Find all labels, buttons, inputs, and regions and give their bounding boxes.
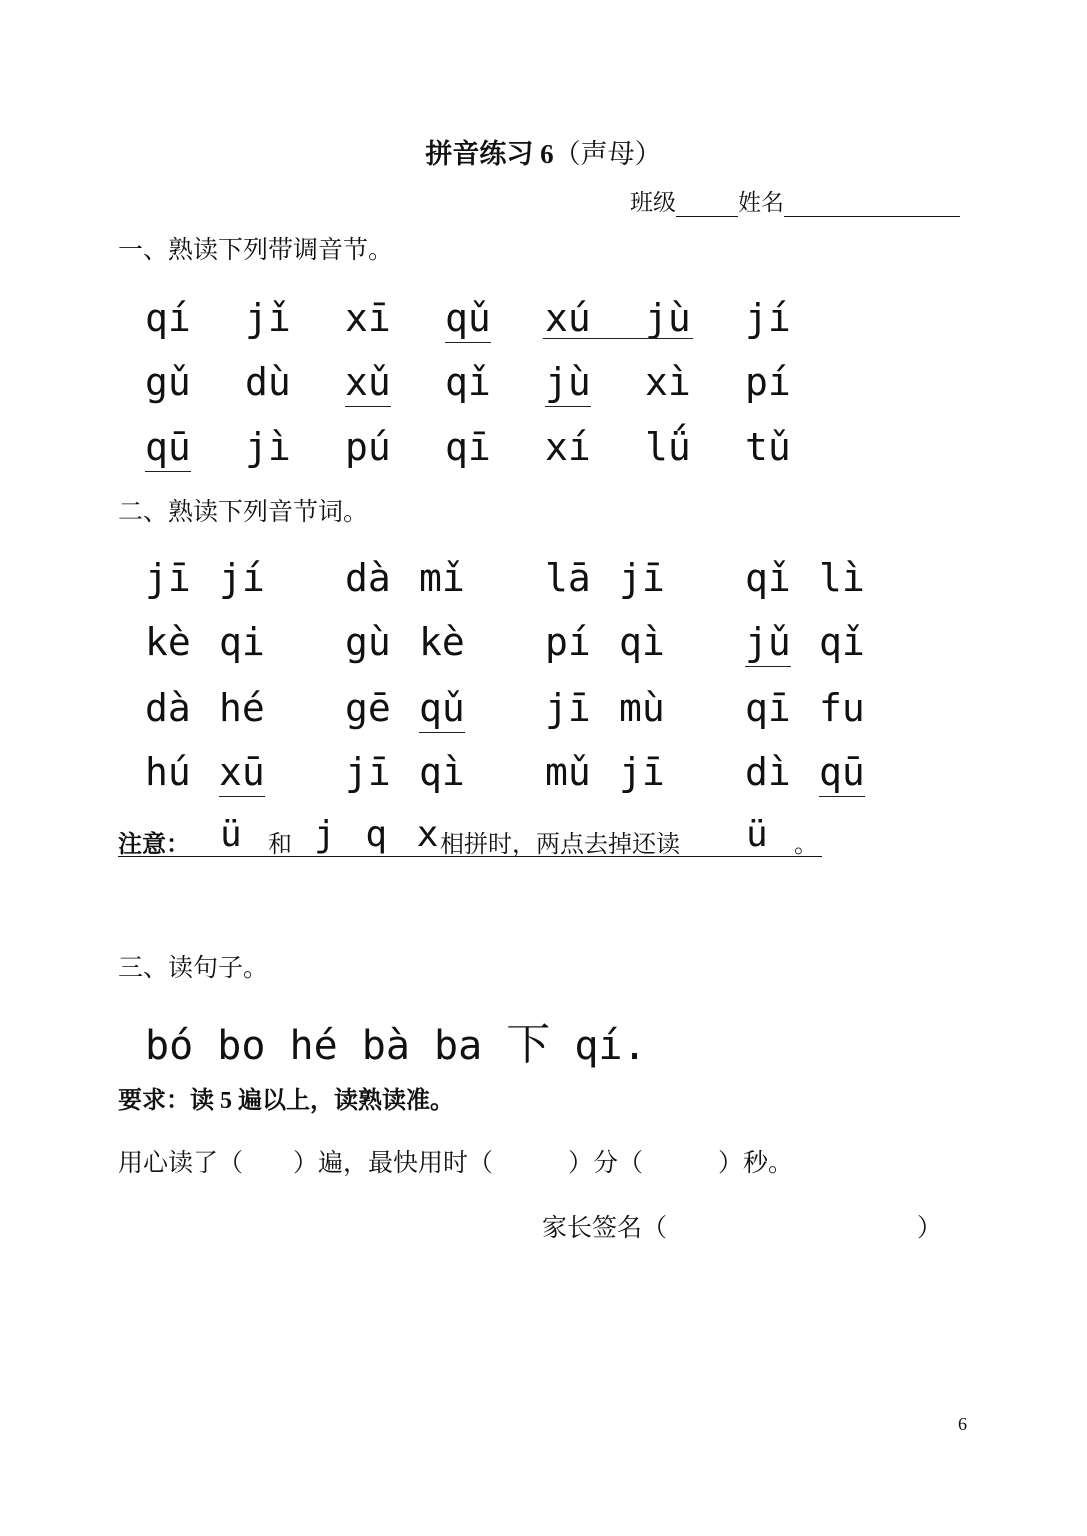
syllable: qí xyxy=(145,296,191,340)
word-syllable: jī xyxy=(619,556,665,600)
word-syllable: jī xyxy=(145,556,191,600)
syllable: qǐ xyxy=(445,360,491,404)
syllable: jí xyxy=(745,296,791,340)
word-syllable: hú xyxy=(145,750,191,794)
note-text: 相拼时，两点去掉还读 xyxy=(440,832,680,858)
syllable: xí xyxy=(545,425,591,469)
word-syllable: jī xyxy=(619,750,665,794)
word-underline xyxy=(543,338,693,339)
word-syllable: dì xyxy=(745,750,791,794)
note-and: 和 xyxy=(268,832,292,858)
syllable: jù xyxy=(645,296,691,340)
sentence xyxy=(145,1008,647,1072)
word-syllable: qǐ xyxy=(745,556,791,600)
note-jqx: j q x xyxy=(314,814,443,855)
sentence-hanzi: 下 xyxy=(506,1019,551,1070)
title-main: 拼音练习 6 xyxy=(425,139,554,169)
section-one-heading: 一、熟读下列带调音节。 xyxy=(118,237,394,264)
word-syllable: jī xyxy=(345,750,391,794)
word-syllable: jǔ xyxy=(745,620,791,667)
syllable: xú xyxy=(545,296,591,340)
section-three-heading: 三、读句子。 xyxy=(118,955,269,982)
section-two-heading: 二、熟读下列音节词。 xyxy=(118,499,369,526)
word-syllable: gù xyxy=(345,620,391,664)
page-title xyxy=(0,132,1087,171)
syllable: lǘ xyxy=(645,425,691,469)
syllable: pí xyxy=(745,360,791,404)
syllable: qī xyxy=(445,425,491,469)
word-syllable: qǔ xyxy=(419,686,465,733)
sentence-pinyin-2: qí. xyxy=(574,1023,647,1069)
syllable: xǔ xyxy=(345,360,391,407)
word-syllable: hé xyxy=(219,686,265,730)
syllable: qǔ xyxy=(445,296,491,343)
name-label: 姓名 xyxy=(738,190,784,215)
note-u-umlaut-2: ü xyxy=(746,814,768,855)
word-syllable: qì xyxy=(419,750,465,794)
word-syllable: qi xyxy=(219,620,265,664)
class-blank[interactable] xyxy=(676,190,738,217)
word-syllable: lì xyxy=(819,556,865,600)
syllable: qū xyxy=(145,425,191,472)
word-syllable: pí xyxy=(545,620,591,664)
syllable: tǔ xyxy=(745,425,791,469)
word-syllable: lā xyxy=(545,556,591,600)
word-syllable: kè xyxy=(145,620,191,664)
word-syllable: dà xyxy=(145,686,191,730)
syllable: jì xyxy=(245,425,291,469)
word-syllable: jí xyxy=(219,556,265,600)
word-syllable: fu xyxy=(819,686,865,730)
page-number: 6 xyxy=(958,1414,967,1434)
parent-signature[interactable]: 家长签名（ ） xyxy=(542,1215,943,1242)
word-syllable: qū xyxy=(819,750,865,797)
word-syllable: gē xyxy=(345,686,391,730)
syllable: dù xyxy=(245,360,291,404)
class-name-line xyxy=(630,184,960,217)
syllable: jǐ xyxy=(245,296,291,340)
word-syllable: jī xyxy=(545,686,591,730)
note-line xyxy=(118,814,822,858)
word-syllable: xū xyxy=(219,750,265,797)
class-label: 班级 xyxy=(630,190,676,215)
name-blank[interactable] xyxy=(784,190,960,217)
word-syllable: mù xyxy=(619,686,665,730)
requirement-text: 要求：读 5 遍以上，读熟读准。 xyxy=(118,1088,454,1114)
syllable: xī xyxy=(345,296,391,340)
word-syllable: mǐ xyxy=(419,556,465,600)
note-u-umlaut: ü xyxy=(220,814,242,855)
sentence-pinyin-1: bó bo hé bà ba xyxy=(145,1023,483,1069)
syllable: xì xyxy=(645,360,691,404)
title-subtitle: （声母） xyxy=(553,139,662,169)
word-syllable: qǐ xyxy=(819,620,865,664)
word-syllable: qī xyxy=(745,686,791,730)
syllable: gǔ xyxy=(145,360,191,404)
reading-record[interactable]: 用心读了（ ）遍，最快用时（ ）分（ ）秒。 xyxy=(118,1150,794,1177)
syllable: jù xyxy=(545,360,591,407)
note-end: 。 xyxy=(794,832,818,858)
note-label: 注意： xyxy=(118,832,190,858)
word-syllable: dà xyxy=(345,556,391,600)
syllable: pú xyxy=(345,425,391,469)
word-syllable: mǔ xyxy=(545,750,591,794)
word-syllable: qì xyxy=(619,620,665,664)
word-syllable: kè xyxy=(419,620,465,664)
